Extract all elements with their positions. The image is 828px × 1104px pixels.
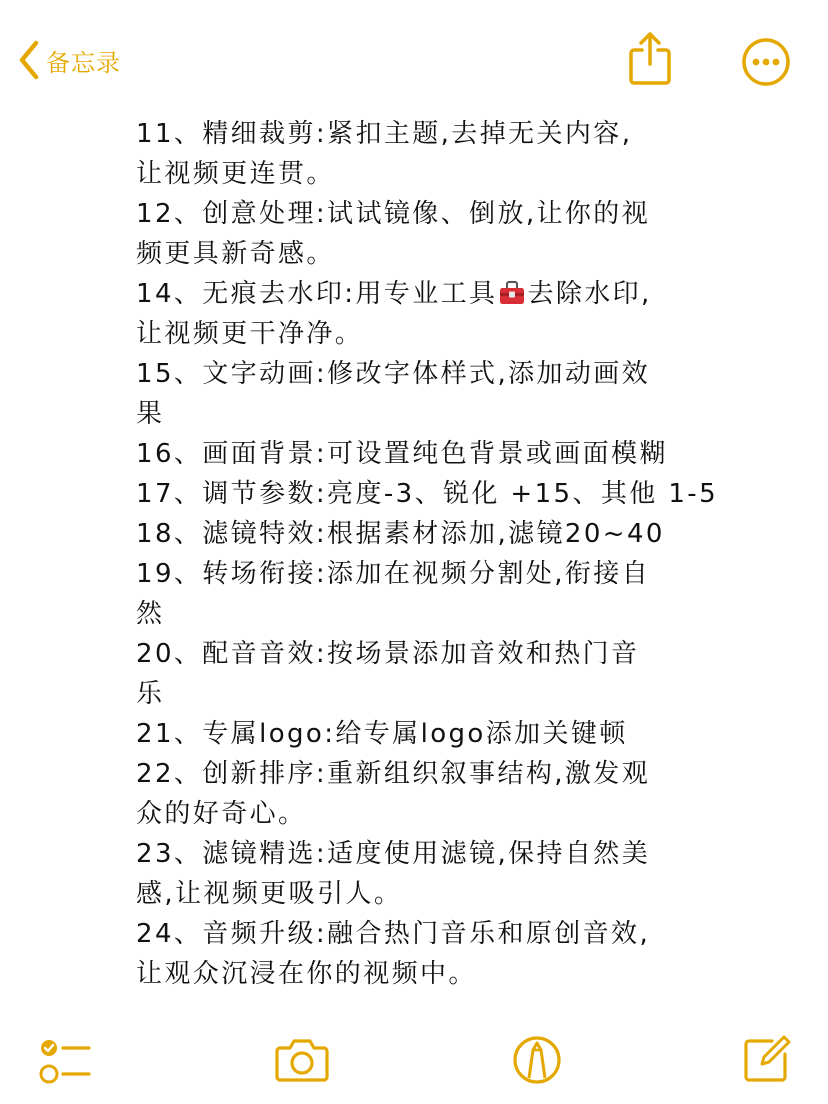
compose-icon xyxy=(742,1034,792,1084)
checklist-icon xyxy=(38,1034,92,1088)
checklist-button[interactable] xyxy=(38,1034,92,1092)
note-line: 感,让视频更吸引人。 xyxy=(136,879,403,909)
more-ellipsis-icon xyxy=(740,36,792,88)
note-line: 频更具新奇感。 xyxy=(136,239,335,269)
note-line: 乐 xyxy=(136,679,165,709)
chevron-left-icon xyxy=(18,40,40,80)
back-label: 备忘录 xyxy=(46,48,121,77)
more-button[interactable] xyxy=(740,36,792,88)
note-line-text: 14、无痕去水印:用专业工具 xyxy=(136,279,498,309)
compose-button[interactable] xyxy=(742,1034,792,1088)
note-line: 22、创新排序:重新组织叙事结构,激发观 xyxy=(136,759,651,789)
note-line: 然 xyxy=(136,599,165,629)
note-line: 24、音频升级:融合热门音乐和原创音效, xyxy=(136,919,651,949)
note-line: 15、文字动画:修改字体样式,添加动画效 xyxy=(136,359,651,389)
share-icon xyxy=(626,30,674,86)
note-line: 12、创意处理:试试镜像、倒放,让你的视 xyxy=(136,199,651,229)
note-line: 17、调节参数:亮度-3、锐化 +15、其他 1-5 xyxy=(136,479,719,509)
navigation-bar xyxy=(0,0,828,110)
note-line: 16、画面背景:可设置纯色背景或画面模糊 xyxy=(136,439,668,469)
note-line xyxy=(136,274,736,314)
note-line: 众的好奇心。 xyxy=(136,799,307,829)
bottom-toolbar xyxy=(0,1020,828,1104)
camera-button[interactable] xyxy=(274,1034,330,1088)
toolbox-emoji-icon xyxy=(498,280,526,306)
share-button[interactable] xyxy=(626,30,674,86)
note-line: 19、转场衔接:添加在视频分割处,衔接自 xyxy=(136,559,651,589)
note-line: 23、滤镜精选:适度使用滤镜,保持自然美 xyxy=(136,839,651,869)
markup-button[interactable] xyxy=(512,1034,562,1090)
note-line-text: 去除水印, xyxy=(527,279,652,309)
note-line: 18、滤镜特效:根据素材添加,滤镜20~40 xyxy=(136,519,665,549)
note-line: 11、精细裁剪:紧扣主题,去掉无关内容, xyxy=(136,119,633,149)
note-line: 20、配音音效:按场景添加音效和热门音 xyxy=(136,639,640,669)
back-button[interactable] xyxy=(18,38,121,82)
note-line: 让视频更干净净。 xyxy=(136,319,364,349)
note-line: 果 xyxy=(136,399,165,429)
note-line: 让观众沉浸在你的视频中。 xyxy=(136,959,477,989)
note-line: 让视频更连贯。 xyxy=(136,159,335,189)
markup-pen-icon xyxy=(512,1034,562,1086)
camera-icon xyxy=(274,1034,330,1084)
note-body[interactable] xyxy=(136,114,736,994)
note-line: 21、专属logo:给专属logo添加关键顿 xyxy=(136,719,628,749)
